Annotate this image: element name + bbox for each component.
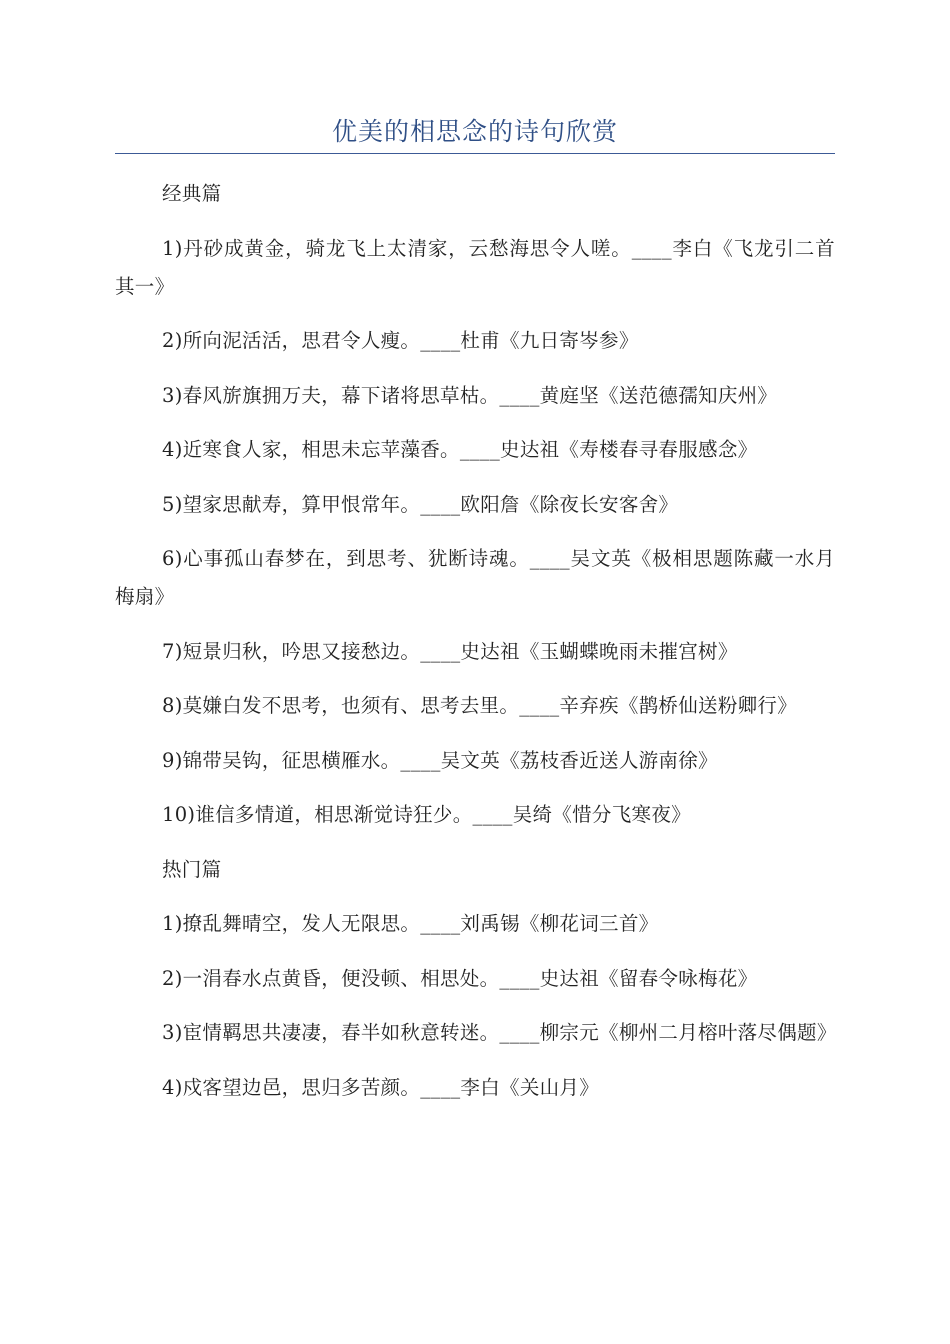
poem-line: 10)谁信多情道，相思渐觉诗狂少。____吴绮《惜分飞寒夜》: [162, 803, 691, 826]
poem-line: 9)锦带吴钩，征思横雁水。____吴文英《荔枝香近送人游南徐》: [162, 748, 718, 772]
document-body: [115, 175, 835, 1123]
poem-line: 2)一涓春水点黄昏，便没顿、相思处。____史达祖《留春令咏梅花》: [162, 966, 758, 990]
poem-line: 1)丹砂成黄金，骑龙飞上太清家，云愁海思令人嗟。____李白《飞龙引二首其一》: [115, 236, 835, 298]
poem-line: 8)莫嫌白发不思考，也须有、思考去里。____辛弃疾《鹊桥仙送粉卿行》: [162, 694, 798, 717]
poem-line: 5)望家思献寿，算甲恨常年。____欧阳詹《除夜长安客舍》: [162, 492, 679, 516]
poem-line: 2)所向泥活活，思君令人瘦。____杜甫《九日寄岑参》: [162, 329, 639, 352]
poem-line: 3)春风旂旗拥万夫，幕下诸将思草枯。____黄庭坚《送范德孺知庆州》: [162, 383, 778, 407]
poem-line: 4)戍客望边邑，思归多苦颜。____李白《关山月》: [162, 1075, 600, 1099]
section-heading-classic: 经典篇: [162, 182, 222, 205]
poem-line: 1)撩乱舞晴空，发人无限思。____刘禹锡《柳花词三首》: [162, 912, 659, 935]
poem-line: 3)宦情羁思共凄凄，春半如秋意转迷。____柳宗元《柳州二月榕叶落尽偶题》: [162, 1021, 837, 1044]
page-title: 优美的相思念的诗句欣赏: [331, 117, 618, 146]
section-heading-popular: 热门篇: [162, 857, 222, 881]
title-underline: [115, 153, 835, 154]
poem-line: 6)心事孤山春梦在，到思考、犹断诗魂。____吴文英《极相思题陈藏一水月梅扇》: [115, 547, 835, 608]
poem-line: 7)短景归秋，吟思又接愁边。____史达祖《玉蝴蝶晚雨未摧宫树》: [162, 639, 738, 663]
poem-line: 4)近寒食人家，相思未忘苹藻香。____史达祖《寿楼春寻春服感念》: [162, 438, 758, 461]
